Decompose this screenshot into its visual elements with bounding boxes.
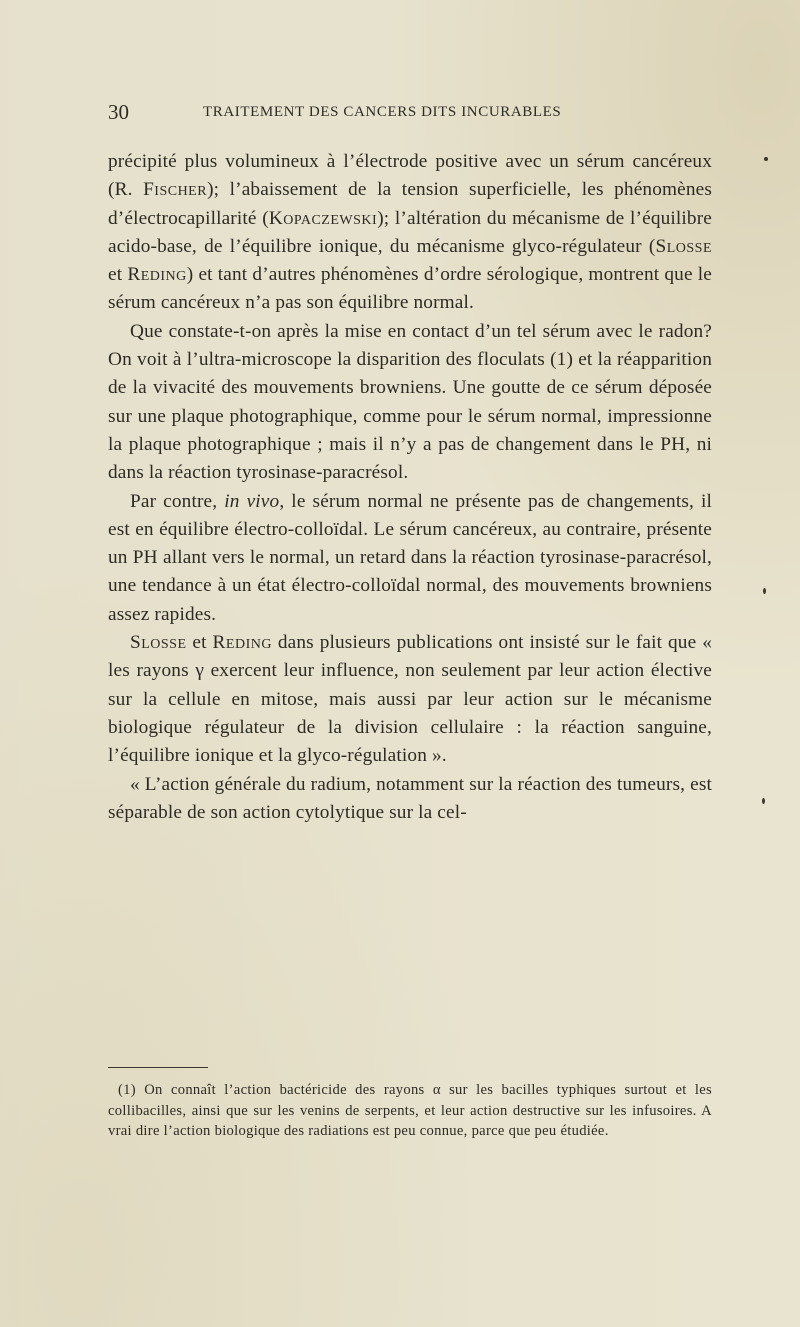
author-name-reding: Reding: [127, 264, 187, 286]
author-name-fischer: Fischer: [143, 179, 208, 201]
paragraph-3-part-b: , le sérum normal ne présente pas de changements, il est en équilibre électro-colloïdal. Le sérum cancéreux, au contraire, présente un PH allant vers le normal, un retard dans la réaction tyrosinase-paracrésol, une tendance à un état électro-colloïdal normal, des mouvements browniens assez rapides.: [108, 490, 713, 625]
footnote: [108, 1080, 712, 1142]
author-name-slosse: Slosse: [130, 632, 187, 654]
author-name-reding: Reding: [212, 632, 272, 654]
paragraph-4: [108, 629, 712, 770]
paper-speck: [764, 157, 768, 161]
paper-speck: [763, 588, 766, 594]
author-name-kopaczewski: Kopaczewski: [268, 207, 378, 229]
paragraph-3: [108, 488, 712, 629]
footnote-rule: [108, 1067, 208, 1068]
body-text: [108, 148, 712, 827]
paragraph-4-part-a: et: [186, 632, 213, 654]
paragraph-2: Que constate-t-on après la mise en contact d’un tel sérum avec le radon? On voit à l’ultra-microscope la disparition des floculats (1) et la réapparition de la vivacité des mouvements browniens. Une goutte de ce sérum déposée sur une plaque photographique, comme pour le sérum normal, impressionne la plaque photographique ; mais il n’y a pas de changement dans le PH, ni dans la réaction tyrosinase-paracrésol.: [108, 320, 712, 484]
paragraph-1-part-a: précipité plus volumineux à l’électrode positive avec un sérum cancéreux (R.: [108, 151, 712, 201]
page-number: 30: [108, 100, 129, 124]
paragraph-5: « L’action générale du radium, notamment sur la réaction des tumeurs, est séparable de son action cytolytique sur la cel-: [108, 773, 712, 823]
paragraph-1-part-c: ); l’altération du mécanisme de l’équilibre acido-base, de l’équilibre ionique, du mécanisme glyco-régulateur (: [108, 207, 712, 257]
paragraph-1-part-b: ); l’abaissement de la tension superficielle, les phénomènes d’électrocapillarité (: [108, 179, 712, 229]
paragraph-4-part-b: dans plusieurs publications ont insisté sur le fait que « les rayons γ exercent leur influence, non seulement par leur action élective sur la cellule en mitose, mais aussi par leur action sur le mécanisme biologique régulateur de la division cellulaire : la réaction sanguine, l’équilibre ionique et la glyco-régulation ».: [108, 632, 712, 767]
author-name-slosse: Slosse: [655, 235, 712, 257]
paragraph-1-part-e: ) et tant d’autres phénomènes d’ordre sérologique, montrent que le sérum cancéreux n’a pas son équilibre normal.: [108, 264, 712, 314]
running-title: TRAITEMENT DES CANCERS DITS INCURABLES: [203, 104, 562, 120]
paper-speck: [762, 798, 765, 804]
paragraph-1: [108, 148, 712, 318]
paragraph-1-part-d: et: [108, 264, 128, 286]
paragraph-3-part-a: Par contre,: [130, 490, 225, 512]
footnote-text: (1) On connaît l’action bactéricide des rayons α sur les bacilles typhiques surtout et les collibacilles, ainsi que sur les venins de serpents, et leur action destructive sur les infusoires. A vrai dire l’action biologique des radiations est peu connue, parce que peu étudiée.: [108, 1082, 712, 1139]
italic-in-vivo: in vivo: [224, 490, 280, 512]
running-head: [108, 100, 712, 126]
